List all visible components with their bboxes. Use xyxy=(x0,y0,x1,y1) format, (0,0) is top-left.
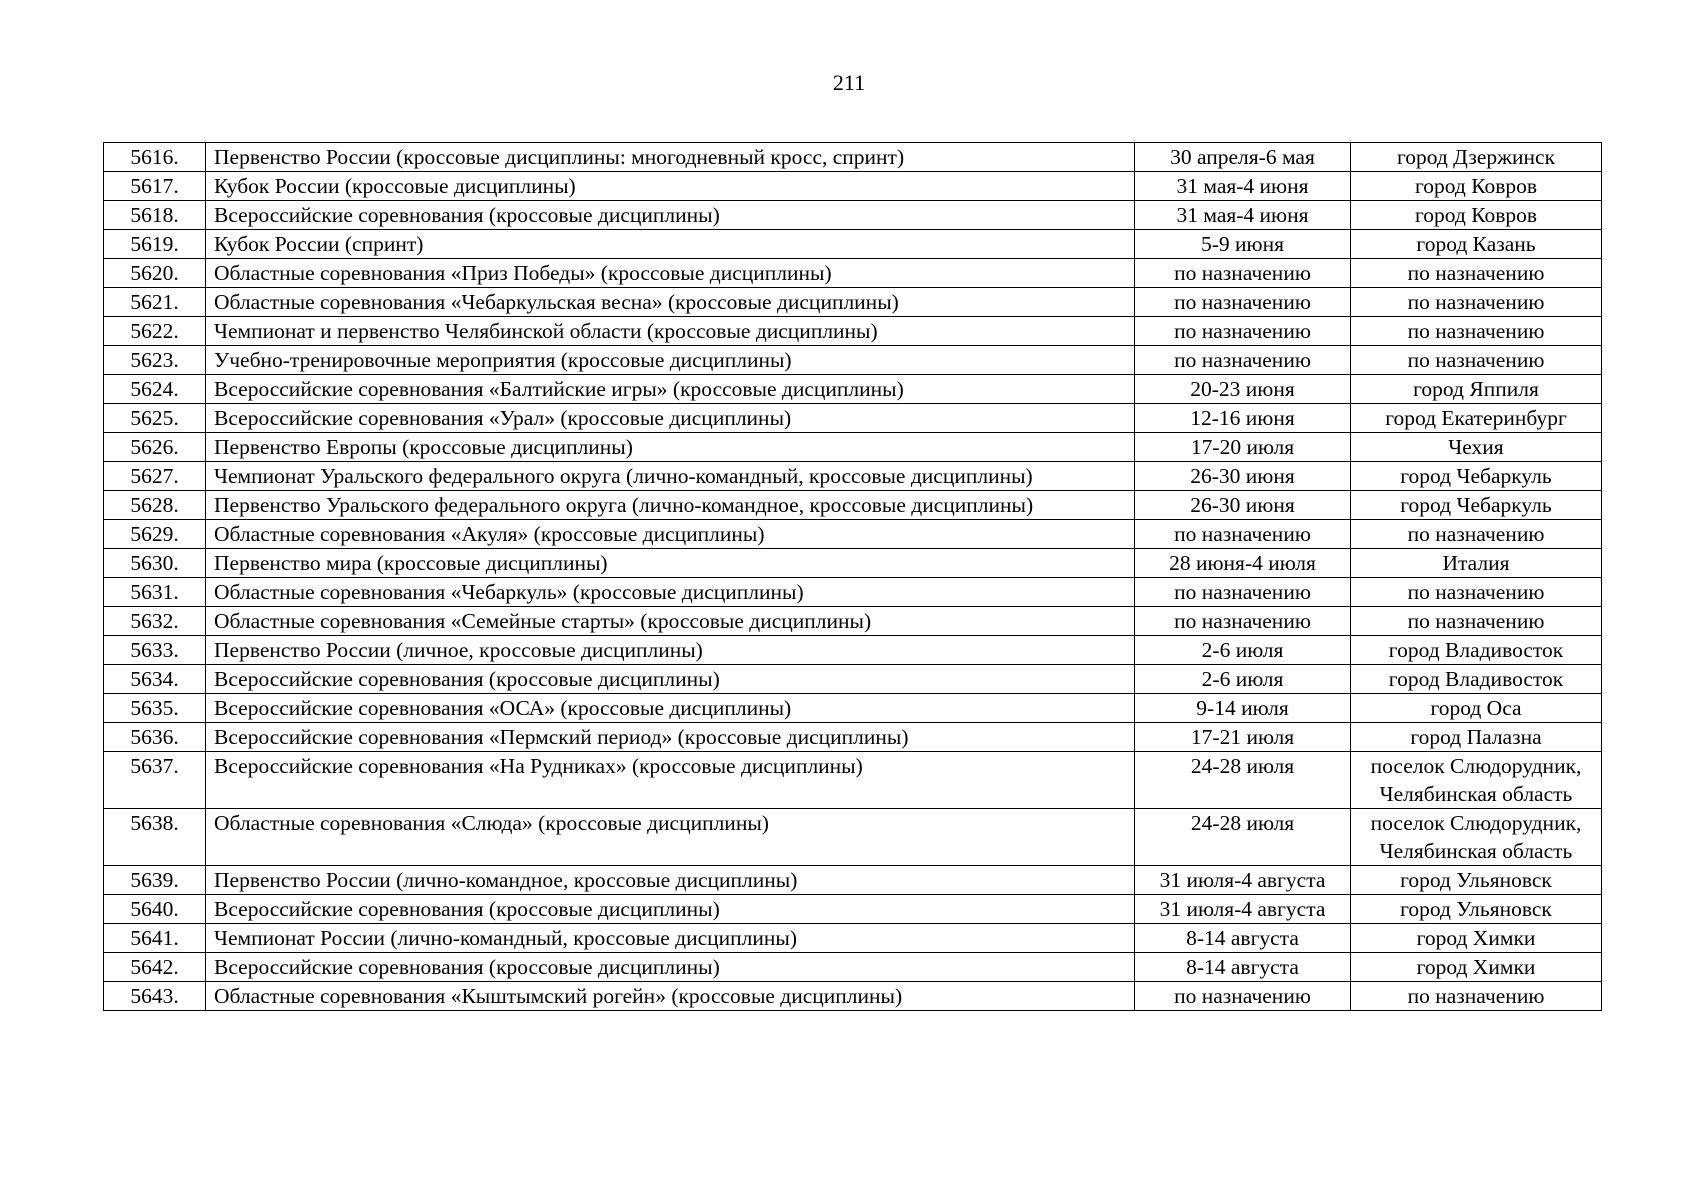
row-number: 5636. xyxy=(104,723,206,752)
event-place: город Химки xyxy=(1351,924,1602,953)
table-row xyxy=(104,375,1602,404)
event-place: по назначению xyxy=(1351,288,1602,317)
event-place: город Оса xyxy=(1351,694,1602,723)
event-date: по назначению xyxy=(1135,346,1351,375)
event-name: Всероссийские соревнования (кроссовые дисциплины) xyxy=(206,895,1135,924)
table-row xyxy=(104,288,1602,317)
events-table xyxy=(103,142,1602,1011)
table-row xyxy=(104,259,1602,288)
event-date: по назначению xyxy=(1135,317,1351,346)
event-date: 2-6 июля xyxy=(1135,665,1351,694)
event-place: город Владивосток xyxy=(1351,665,1602,694)
event-name: Первенство России (личное, кроссовые дисциплины) xyxy=(206,636,1135,665)
event-date: 24-28 июля xyxy=(1135,752,1351,809)
table-row xyxy=(104,462,1602,491)
row-number: 5620. xyxy=(104,259,206,288)
event-date: по назначению xyxy=(1135,520,1351,549)
row-number: 5643. xyxy=(104,982,206,1011)
row-number: 5622. xyxy=(104,317,206,346)
event-date: 28 июня-4 июля xyxy=(1135,549,1351,578)
table-row xyxy=(104,665,1602,694)
event-date: 26-30 июня xyxy=(1135,491,1351,520)
event-date: 26-30 июня xyxy=(1135,462,1351,491)
table-row xyxy=(104,404,1602,433)
event-name: Первенство России (кроссовые дисциплины: многодневный кросс, спринт) xyxy=(206,143,1135,172)
event-name: Всероссийские соревнования «Балтийские игры» (кроссовые дисциплины) xyxy=(206,375,1135,404)
event-name: Областные соревнования «Слюда» (кроссовые дисциплины) xyxy=(206,809,1135,866)
event-place: город Яппиля xyxy=(1351,375,1602,404)
event-name: Чемпионат Уральского федерального округа (лично-командный, кроссовые дисциплины) xyxy=(206,462,1135,491)
event-place: по назначению xyxy=(1351,607,1602,636)
event-date: по назначению xyxy=(1135,288,1351,317)
row-number: 5619. xyxy=(104,230,206,259)
event-date: по назначению xyxy=(1135,259,1351,288)
event-name: Всероссийские соревнования «Урал» (кроссовые дисциплины) xyxy=(206,404,1135,433)
event-date: 31 мая-4 июня xyxy=(1135,201,1351,230)
table-row xyxy=(104,607,1602,636)
event-place: по назначению xyxy=(1351,317,1602,346)
table-row xyxy=(104,172,1602,201)
table-row xyxy=(104,201,1602,230)
event-place: Чехия xyxy=(1351,433,1602,462)
row-number: 5627. xyxy=(104,462,206,491)
event-name: Первенство России (лично-командное, кроссовые дисциплины) xyxy=(206,866,1135,895)
event-date: 31 мая-4 июня xyxy=(1135,172,1351,201)
events-table-body xyxy=(104,143,1602,1011)
event-name: Чемпионат России (лично-командный, кроссовые дисциплины) xyxy=(206,924,1135,953)
event-name: Всероссийские соревнования «Пермский период» (кроссовые дисциплины) xyxy=(206,723,1135,752)
event-name: Кубок России (кроссовые дисциплины) xyxy=(206,172,1135,201)
event-place: город Ковров xyxy=(1351,201,1602,230)
event-place: город Химки xyxy=(1351,953,1602,982)
event-date: по назначению xyxy=(1135,607,1351,636)
table-row xyxy=(104,578,1602,607)
event-date: 31 июля-4 августа xyxy=(1135,866,1351,895)
row-number: 5635. xyxy=(104,694,206,723)
event-place: по назначению xyxy=(1351,982,1602,1011)
event-name: Всероссийские соревнования «На Рудниках» (кроссовые дисциплины) xyxy=(206,752,1135,809)
event-date: 8-14 августа xyxy=(1135,924,1351,953)
event-date: 31 июля-4 августа xyxy=(1135,895,1351,924)
event-place: поселок Слюдорудник, Челябинская область xyxy=(1351,752,1602,809)
row-number: 5638. xyxy=(104,809,206,866)
event-place: по назначению xyxy=(1351,578,1602,607)
event-place: Италия xyxy=(1351,549,1602,578)
table-row xyxy=(104,230,1602,259)
row-number: 5625. xyxy=(104,404,206,433)
event-place: город Палазна xyxy=(1351,723,1602,752)
row-number: 5616. xyxy=(104,143,206,172)
event-name: Первенство Европы (кроссовые дисциплины) xyxy=(206,433,1135,462)
table-row xyxy=(104,809,1602,866)
table-row xyxy=(104,924,1602,953)
event-name: Учебно-тренировочные мероприятия (кроссовые дисциплины) xyxy=(206,346,1135,375)
row-number: 5642. xyxy=(104,953,206,982)
table-row xyxy=(104,866,1602,895)
event-date: 8-14 августа xyxy=(1135,953,1351,982)
row-number: 5618. xyxy=(104,201,206,230)
table-row xyxy=(104,694,1602,723)
event-date: 9-14 июля xyxy=(1135,694,1351,723)
table-row xyxy=(104,723,1602,752)
event-date: 17-20 июля xyxy=(1135,433,1351,462)
row-number: 5631. xyxy=(104,578,206,607)
row-number: 5640. xyxy=(104,895,206,924)
event-date: 5-9 июня xyxy=(1135,230,1351,259)
row-number: 5628. xyxy=(104,491,206,520)
event-place: по назначению xyxy=(1351,259,1602,288)
table-row xyxy=(104,636,1602,665)
event-place: город Ковров xyxy=(1351,172,1602,201)
event-place: город Дзержинск xyxy=(1351,143,1602,172)
row-number: 5633. xyxy=(104,636,206,665)
table-row xyxy=(104,520,1602,549)
row-number: 5632. xyxy=(104,607,206,636)
table-row xyxy=(104,549,1602,578)
event-place: город Чебаркуль xyxy=(1351,462,1602,491)
row-number: 5634. xyxy=(104,665,206,694)
event-place: город Ульяновск xyxy=(1351,895,1602,924)
event-date: 17-21 июля xyxy=(1135,723,1351,752)
event-date: 30 апреля-6 мая xyxy=(1135,143,1351,172)
page-number: 211 xyxy=(832,70,866,95)
table-row xyxy=(104,895,1602,924)
row-number: 5629. xyxy=(104,520,206,549)
table-row xyxy=(104,982,1602,1011)
event-name: Чемпионат и первенство Челябинской области (кроссовые дисциплины) xyxy=(206,317,1135,346)
event-date: 20-23 июня xyxy=(1135,375,1351,404)
row-number: 5623. xyxy=(104,346,206,375)
event-date: по назначению xyxy=(1135,982,1351,1011)
row-number: 5637. xyxy=(104,752,206,809)
event-name: Областные соревнования «Приз Победы» (кроссовые дисциплины) xyxy=(206,259,1135,288)
row-number: 5624. xyxy=(104,375,206,404)
event-name: Областные соревнования «Чебаркуль» (кроссовые дисциплины) xyxy=(206,578,1135,607)
event-place: по назначению xyxy=(1351,520,1602,549)
event-name: Первенство мира (кроссовые дисциплины) xyxy=(206,549,1135,578)
event-date: по назначению xyxy=(1135,578,1351,607)
event-place: город Владивосток xyxy=(1351,636,1602,665)
event-name: Кубок России (спринт) xyxy=(206,230,1135,259)
table-row xyxy=(104,346,1602,375)
row-number: 5639. xyxy=(104,866,206,895)
event-name: Областные соревнования «Чебаркульская весна» (кроссовые дисциплины) xyxy=(206,288,1135,317)
row-number: 5621. xyxy=(104,288,206,317)
row-number: 5626. xyxy=(104,433,206,462)
table-row xyxy=(104,143,1602,172)
event-date: 24-28 июля xyxy=(1135,809,1351,866)
event-name: Всероссийские соревнования (кроссовые дисциплины) xyxy=(206,665,1135,694)
event-name: Всероссийские соревнования (кроссовые дисциплины) xyxy=(206,953,1135,982)
table-row xyxy=(104,491,1602,520)
event-place: по назначению xyxy=(1351,346,1602,375)
event-name: Всероссийские соревнования (кроссовые дисциплины) xyxy=(206,201,1135,230)
row-number: 5617. xyxy=(104,172,206,201)
table-row xyxy=(104,317,1602,346)
event-name: Областные соревнования «Кыштымский рогейн» (кроссовые дисциплины) xyxy=(206,982,1135,1011)
event-place: город Ульяновск xyxy=(1351,866,1602,895)
event-name: Областные соревнования «Семейные старты» (кроссовые дисциплины) xyxy=(206,607,1135,636)
event-place: поселок Слюдорудник, Челябинская область xyxy=(1351,809,1602,866)
table-row xyxy=(104,953,1602,982)
event-place: город Екатеринбург xyxy=(1351,404,1602,433)
event-place: город Казань xyxy=(1351,230,1602,259)
event-name: Всероссийские соревнования «ОСА» (кроссовые дисциплины) xyxy=(206,694,1135,723)
event-place: город Чебаркуль xyxy=(1351,491,1602,520)
event-name: Областные соревнования «Акуля» (кроссовые дисциплины) xyxy=(206,520,1135,549)
table-row xyxy=(104,433,1602,462)
event-name: Первенство Уральского федерального округа (лично-командное, кроссовые дисциплины) xyxy=(206,491,1135,520)
row-number: 5630. xyxy=(104,549,206,578)
event-date: 2-6 июля xyxy=(1135,636,1351,665)
event-date: 12-16 июня xyxy=(1135,404,1351,433)
row-number: 5641. xyxy=(104,924,206,953)
table-row xyxy=(104,752,1602,809)
